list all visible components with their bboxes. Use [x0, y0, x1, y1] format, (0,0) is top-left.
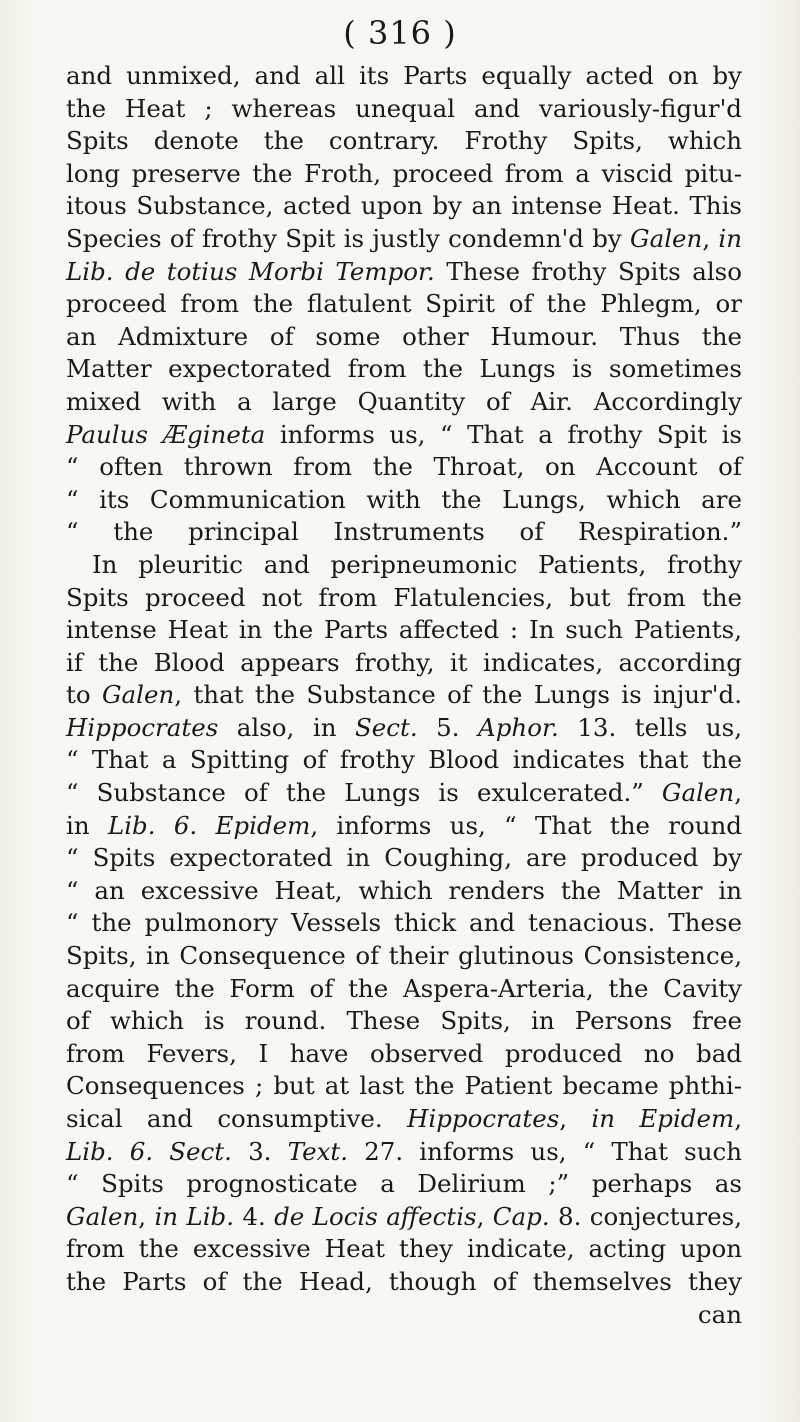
italic-text: Aphor.: [478, 712, 559, 742]
text-segment: an Admixture of some other Humour. Thus the: [66, 321, 742, 351]
italic-text: in: [718, 223, 742, 253]
text-line: [66, 614, 742, 647]
page-number: ( 316 ): [343, 14, 457, 52]
text-line: [66, 1038, 742, 1071]
catchword: can: [697, 1299, 742, 1329]
text-segment: “ an excessive Heat, which renders the Matter in: [66, 875, 742, 905]
text-segment: the Parts of the Head, though of themselves they: [66, 1266, 742, 1296]
text-line: [66, 1103, 742, 1136]
body-text: [66, 60, 742, 1331]
text-line: [66, 777, 742, 810]
text-segment: of which is round. These Spits, in Persons free: [66, 1006, 742, 1036]
text-line: [66, 1266, 742, 1299]
text-line: [66, 125, 742, 158]
text-line: [66, 842, 742, 875]
text-segment: 5.: [417, 712, 479, 742]
italic-text: Lib. 6. Epidem: [107, 810, 311, 840]
text-segment: itous Substance, acted upon by an intense Heat. This: [66, 191, 742, 221]
text-segment: from Fevers, I have observed produced no bad: [66, 1038, 742, 1068]
text-line: [66, 1168, 742, 1201]
text-segment: Spits denote the contrary. Frothy Spits, which: [66, 126, 742, 156]
text-segment: ,: [734, 778, 742, 808]
text-segment: “ its Communication with the Lungs, which are: [66, 484, 742, 514]
text-segment: In pleuritic and peripneumonic Patients, frothy: [92, 549, 742, 579]
text-segment: if the Blood appears frothy, it indicates, according: [66, 647, 742, 677]
italic-text: in Epidem: [591, 1104, 735, 1133]
text-line: [66, 419, 742, 452]
text-segment: Species of frothy Spit is justly condemn'd by: [66, 223, 631, 253]
text-segment: mixed with a large Quantity of Air. Accordingly: [66, 386, 742, 416]
text-line: [66, 744, 742, 777]
text-line: [66, 1233, 742, 1266]
text-line: [66, 223, 742, 256]
text-line: [66, 1070, 742, 1103]
italic-text: Galen: [661, 778, 735, 808]
text-segment: These frothy Spits also: [434, 256, 742, 286]
text-segment: ,: [559, 1104, 592, 1133]
text-segment: “ Spits expectorated in Coughing, are produced by: [66, 843, 742, 873]
italic-text: Hippocrates: [66, 712, 219, 742]
text-line: [66, 973, 742, 1006]
text-line: [66, 1005, 742, 1038]
text-segment: “ Substance of the Lungs is exulcerated.”: [66, 778, 662, 808]
text-segment: 27. informs us, “ That such: [348, 1136, 742, 1166]
text-segment: long preserve the Froth, proceed from a viscid pitu-: [66, 158, 742, 188]
text-segment: ,: [734, 1104, 742, 1133]
text-segment: “ That a Spitting of frothy Blood indicates that the: [66, 745, 742, 775]
text-segment: to: [66, 680, 102, 710]
text-segment: 3.: [231, 1136, 288, 1166]
text-line: [66, 647, 742, 680]
text-segment: in: [66, 810, 108, 840]
text-segment: and unmixed, and all its Parts equally acted on by: [66, 61, 742, 90]
text-segment: sical and consumptive.: [66, 1104, 407, 1133]
text-segment: proceed from the flatulent Spirit of the Phlegm, or: [66, 289, 742, 319]
italic-text: Sect.: [355, 712, 418, 742]
text-segment: Spits proceed not from Flatulencies, but from the: [66, 582, 742, 612]
text-line: [66, 1136, 742, 1169]
text-line: [66, 1201, 742, 1234]
text-line: [66, 451, 742, 484]
text-line: [66, 484, 742, 517]
text-line: [66, 940, 742, 973]
text-segment: “ the principal Instruments of Respiration.”: [66, 517, 742, 547]
text-segment: 8. conjectures,: [549, 1201, 742, 1231]
italic-text: Galen: [66, 1201, 139, 1231]
text-line: [66, 582, 742, 615]
text-segment: informs us, “ That a frothy Spit is: [265, 419, 742, 449]
italic-text: Paulus Ægineta: [66, 419, 266, 449]
text-segment: intense Heat in the Parts affected : In such Patients,: [66, 615, 742, 645]
text-segment: Spits, in Consequence of their glutinous Consistence,: [66, 941, 742, 971]
text-line: [66, 288, 742, 321]
italic-text: Lib. 6. Sect.: [66, 1136, 232, 1166]
text-segment: 4.: [234, 1201, 275, 1231]
text-line: [66, 712, 742, 745]
text-line: [66, 907, 742, 940]
text-segment: ,: [702, 223, 719, 253]
text-line: [66, 549, 742, 582]
text-line: [66, 875, 742, 908]
text-segment: Consequences ; but at last the Patient became phthi-: [66, 1071, 742, 1101]
italic-text: de Locis affectis: [274, 1201, 477, 1231]
text-segment: “ the pulmonory Vessels thick and tenacious. These: [66, 908, 742, 938]
text-line: [66, 810, 742, 843]
text-segment: 13. tells us,: [558, 712, 742, 742]
italic-text: Text.: [287, 1136, 349, 1166]
text-segment: ,: [476, 1201, 493, 1231]
text-segment: also, in: [218, 712, 355, 742]
italic-text: Hippocrates: [407, 1104, 560, 1133]
text-segment: , that the Substance of the Lungs is injur'd.: [174, 680, 742, 710]
text-line: [66, 353, 742, 386]
text-segment: from the excessive Heat they indicate, acting upon: [66, 1234, 742, 1264]
italic-text: Lib. de totius Morbi Tempor.: [66, 256, 435, 286]
text-segment: Matter expectorated from the Lungs is sometimes: [66, 354, 742, 384]
italic-text: in Lib.: [154, 1201, 235, 1231]
text-line: [66, 679, 742, 712]
text-segment: , informs us, “ That the round: [310, 810, 742, 840]
text-line: [66, 60, 742, 93]
text-segment: the Heat ; whereas unequal and variously-figur'd: [66, 93, 742, 123]
text-line: [66, 516, 742, 549]
text-segment: “ Spits prognosticate a Delirium ;” perhaps as: [66, 1169, 742, 1199]
text-line: [66, 190, 742, 223]
text-line: [66, 321, 742, 354]
text-line: [66, 256, 742, 289]
text-line: [66, 386, 742, 419]
text-line: [66, 158, 742, 191]
italic-text: Cap.: [492, 1201, 550, 1231]
italic-text: Galen: [630, 223, 703, 253]
text-segment: ,: [138, 1201, 155, 1231]
italic-text: Galen: [101, 680, 175, 710]
text-segment: “ often thrown from the Throat, on Account of: [66, 452, 742, 482]
text-line: [66, 93, 742, 126]
text-segment: acquire the Form of the Aspera-Arteria, the Cavity: [66, 973, 742, 1003]
